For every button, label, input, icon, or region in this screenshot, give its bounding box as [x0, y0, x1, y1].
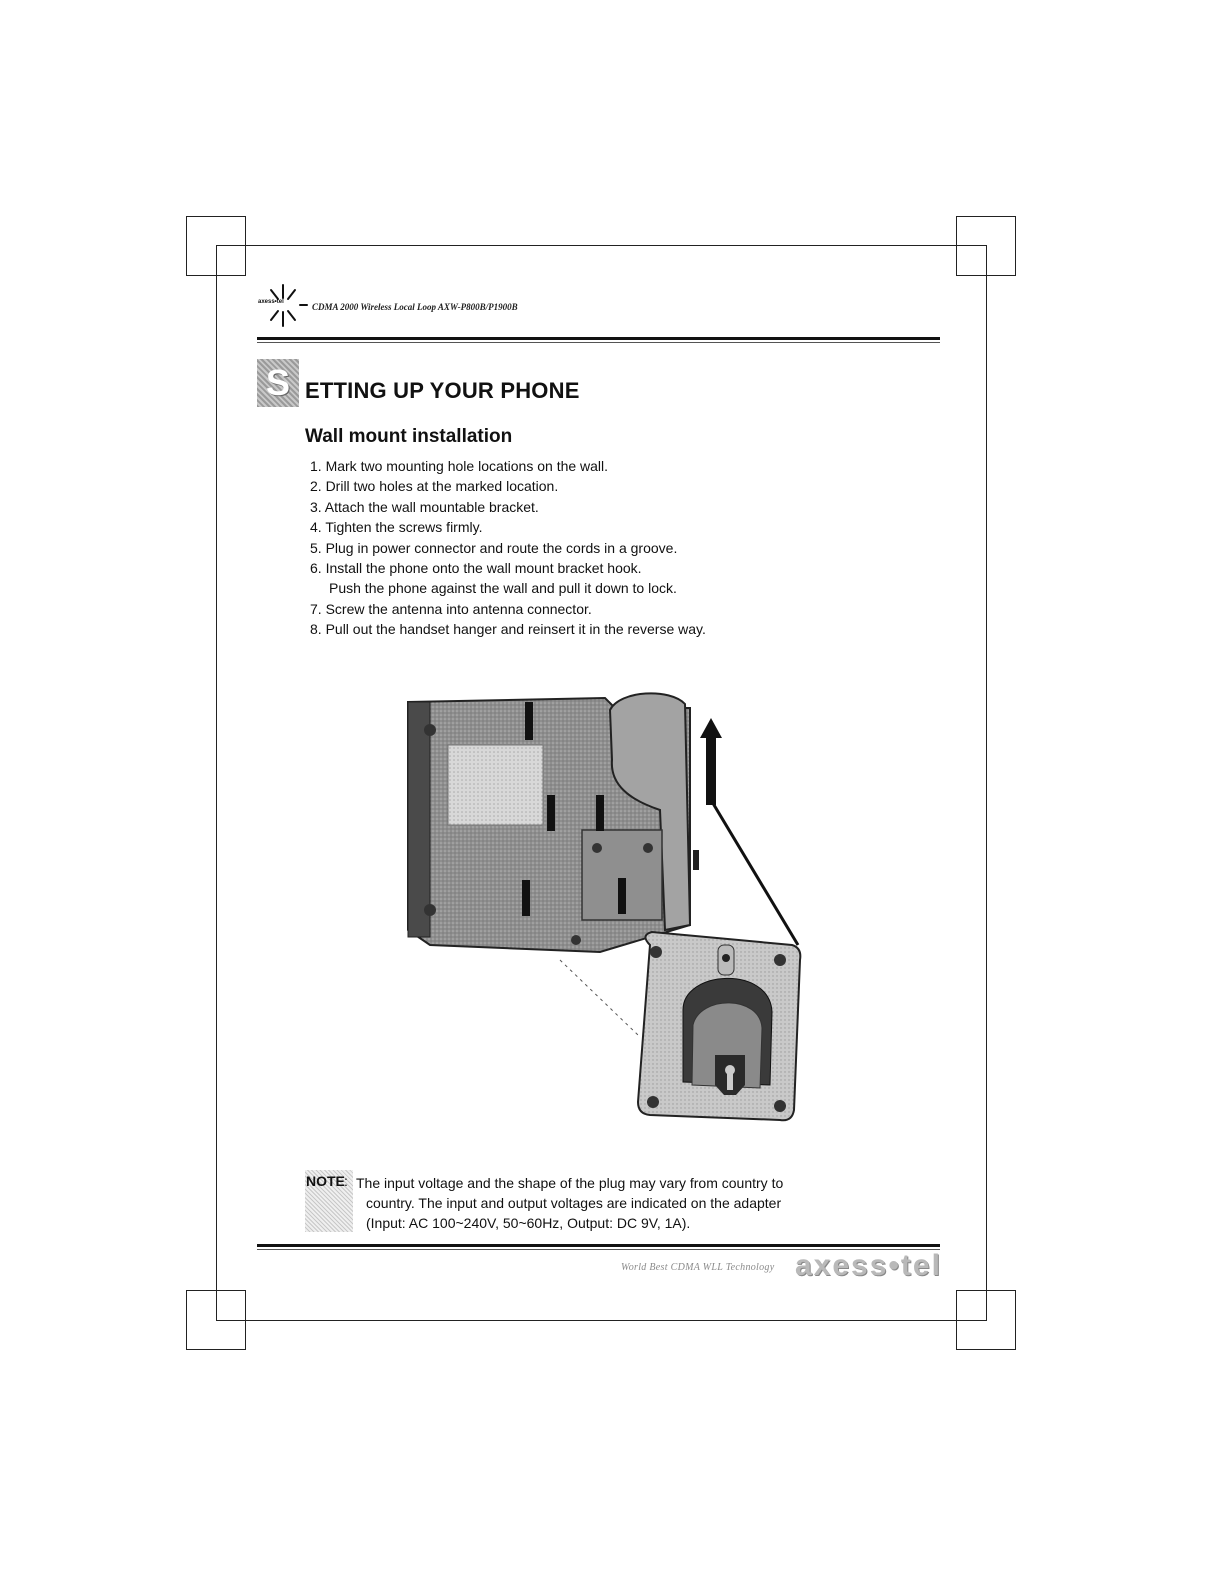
list-item: 5. Plug in power connector and route the cords in a groove.	[310, 539, 678, 556]
note-line: The input voltage and the shape of the plug may vary from country to	[356, 1175, 784, 1191]
section-badge: S	[257, 359, 299, 407]
note-line: country. The input and output voltages are indicated on the adapter	[366, 1195, 782, 1211]
note-text	[356, 1173, 783, 1233]
crop-mark-top-left	[186, 216, 246, 276]
list-item: 4. Tighten the screws firmly.	[310, 519, 483, 536]
running-title: CDMA 2000 Wireless Local Loop AXW-P800B/P1900B	[312, 302, 518, 312]
instruction-list	[310, 456, 706, 640]
header-rule-thin	[257, 342, 940, 343]
page-title: ETTING UP YOUR PHONE	[305, 378, 580, 403]
list-item: 1. Mark two mounting hole locations on the wall.	[310, 458, 609, 474]
crop-mark-bottom-left	[186, 1290, 246, 1350]
header-rule-thick	[257, 337, 940, 340]
note-line: (Input: AC 100~240V, 50~60Hz, Output: DC 9V, 1A).	[366, 1215, 691, 1231]
footer-brand-logo: axess•tel	[795, 1249, 942, 1282]
list-item-continuation: Push the phone against the wall and pull it down to lock.	[329, 580, 677, 597]
list-item: 6. Install the phone onto the wall mount bracket hook.	[310, 560, 642, 577]
note-label: NOTE	[306, 1173, 345, 1189]
list-item: 7. Screw the antenna into antenna connector.	[310, 600, 592, 617]
section-subtitle: Wall mount installation	[305, 426, 513, 447]
crop-mark-top-right	[956, 216, 1016, 276]
footer-rule-thick	[257, 1244, 940, 1247]
list-item: 8. Pull out the handset hanger and reinsert it in the reverse way.	[310, 621, 706, 638]
list-item: 2. Drill two holes at the marked location.	[310, 478, 559, 495]
header-logo-text: axess•tel	[258, 299, 284, 305]
list-item: 3. Attach the wall mountable bracket.	[310, 498, 539, 515]
note-separator: :	[344, 1173, 348, 1189]
footer-tagline: World Best CDMA WLL Technology	[621, 1262, 775, 1273]
phone-wall-mount-illustration	[400, 690, 810, 1130]
starburst-logo-icon	[258, 282, 308, 328]
crop-mark-bottom-right	[956, 1290, 1016, 1350]
